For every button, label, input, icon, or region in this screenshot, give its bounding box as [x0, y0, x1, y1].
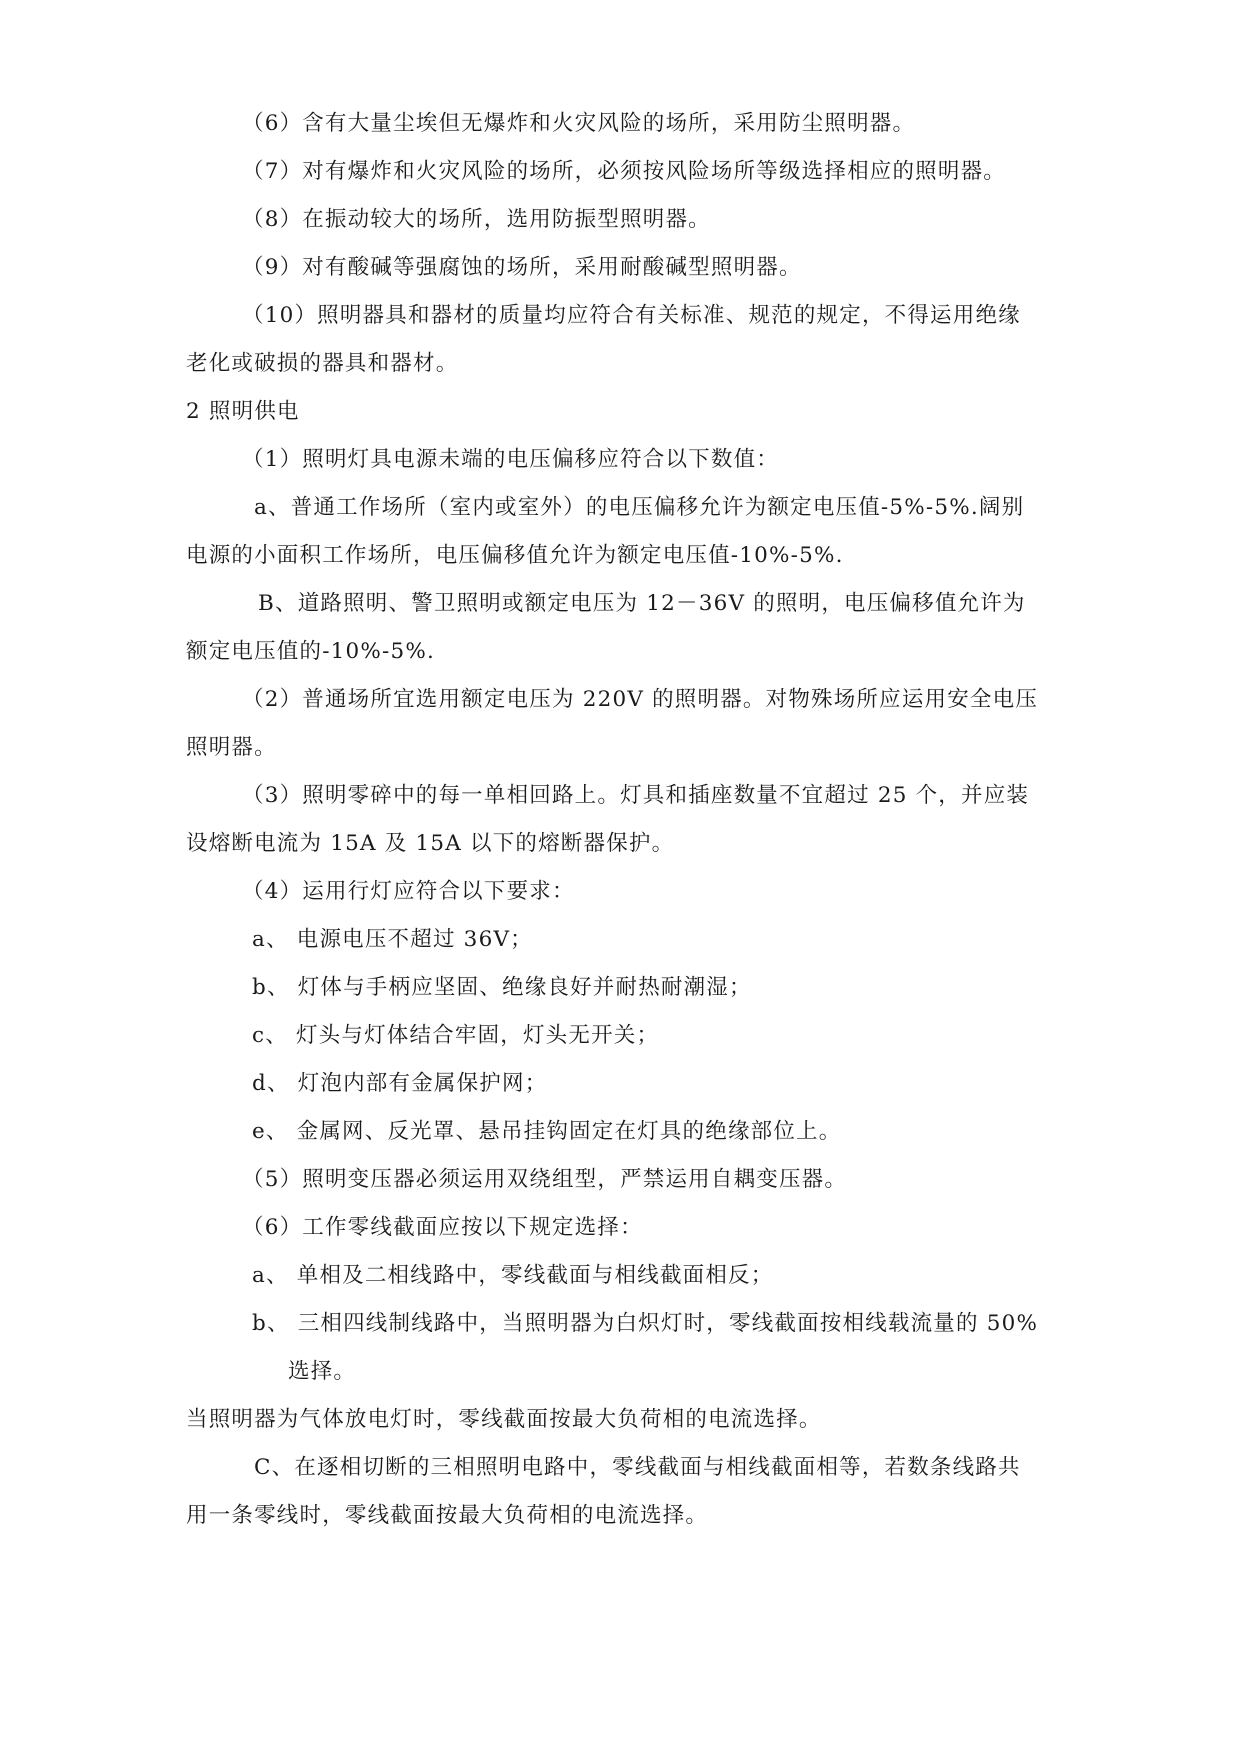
text-line: （7）对有爆炸和火灾风险的场所，必须按风险场所等级选择相应的照明器。 — [242, 159, 1006, 184]
text-line: （3）照明零碎中的每一单相回路上。灯具和插座数量不宜超过 25 个，并应装 — [242, 783, 1030, 808]
text-line: 老化或破损的器具和器材。 — [186, 351, 459, 376]
text-line: （5）照明变压器必须运用双绕组型，严禁运用自耦变压器。 — [242, 1167, 848, 1192]
text-line: （6）含有大量尘埃但无爆炸和火灾风险的场所，采用防尘照明器。 — [242, 111, 916, 136]
text-line: （1）照明灯具电源未端的电压偏移应符合以下数值： — [242, 447, 779, 472]
text-line: 用一条零线时，零线截面按最大负荷相的电流选择。 — [186, 1503, 709, 1528]
list-item: c、 灯头与灯体结合牢固，灯头无开关； — [252, 1023, 660, 1048]
section-heading: 2 照明供电 — [186, 399, 300, 424]
list-item: e、 金属网、反光罩、悬吊挂钩固定在灯具的绝缘部位上。 — [252, 1119, 842, 1144]
text-line: 设熔断电流为 15A 及 15A 以下的熔断器保护。 — [186, 831, 675, 856]
text-line: B、道路照明、警卫照明或额定电压为 12－36V 的照明，电压偏移值允许为 — [258, 591, 1026, 616]
list-item: b、 三相四线制线路中，当照明器为白炽灯时，零线截面按相线载流量的 50% — [252, 1311, 1039, 1336]
text-line: 选择。 — [288, 1359, 357, 1384]
text-line: 当照明器为气体放电灯时，零线截面按最大负荷相的电流选择。 — [186, 1407, 822, 1432]
list-item: a、 电源电压不超过 36V； — [252, 927, 533, 952]
text-line: a、普通工作场所（室内或室外）的电压偏移允许为额定电压值-5%-5%.阔别 — [254, 495, 1025, 520]
text-line: 照明器。 — [186, 735, 277, 760]
list-item: d、 灯泡内部有金属保护网； — [252, 1071, 548, 1096]
text-line: 电源的小面积工作场所，电压偏移值允许为额定电压值-10%-5%. — [186, 543, 844, 568]
list-item: b、 灯体与手柄应坚固、绝缘良好并耐热耐潮湿； — [252, 975, 752, 1000]
text-line: （10）照明器具和器材的质量均应符合有关标准、规范的规定，不得运用绝缘 — [242, 303, 1021, 328]
text-line: （4）运用行灯应符合以下要求： — [242, 879, 575, 904]
text-line: 额定电压值的-10%-5%. — [186, 639, 436, 664]
text-line: （9）对有酸碱等强腐蚀的场所，采用耐酸碱型照明器。 — [242, 255, 802, 280]
text-line: C、在逐相切断的三相照明电路中，零线截面与相线截面相等，若数条线路共 — [254, 1455, 1021, 1480]
text-line: （8）在振动较大的场所，选用防振型照明器。 — [242, 207, 711, 232]
text-line: （2）普通场所宜选用额定电压为 220V 的照明器。对物殊场所应运用安全电压 — [242, 687, 1039, 712]
text-line: （6）工作零线截面应按以下规定选择： — [242, 1215, 643, 1240]
list-item: a、 单相及二相线路中，零线截面与相线截面相反； — [252, 1263, 774, 1288]
